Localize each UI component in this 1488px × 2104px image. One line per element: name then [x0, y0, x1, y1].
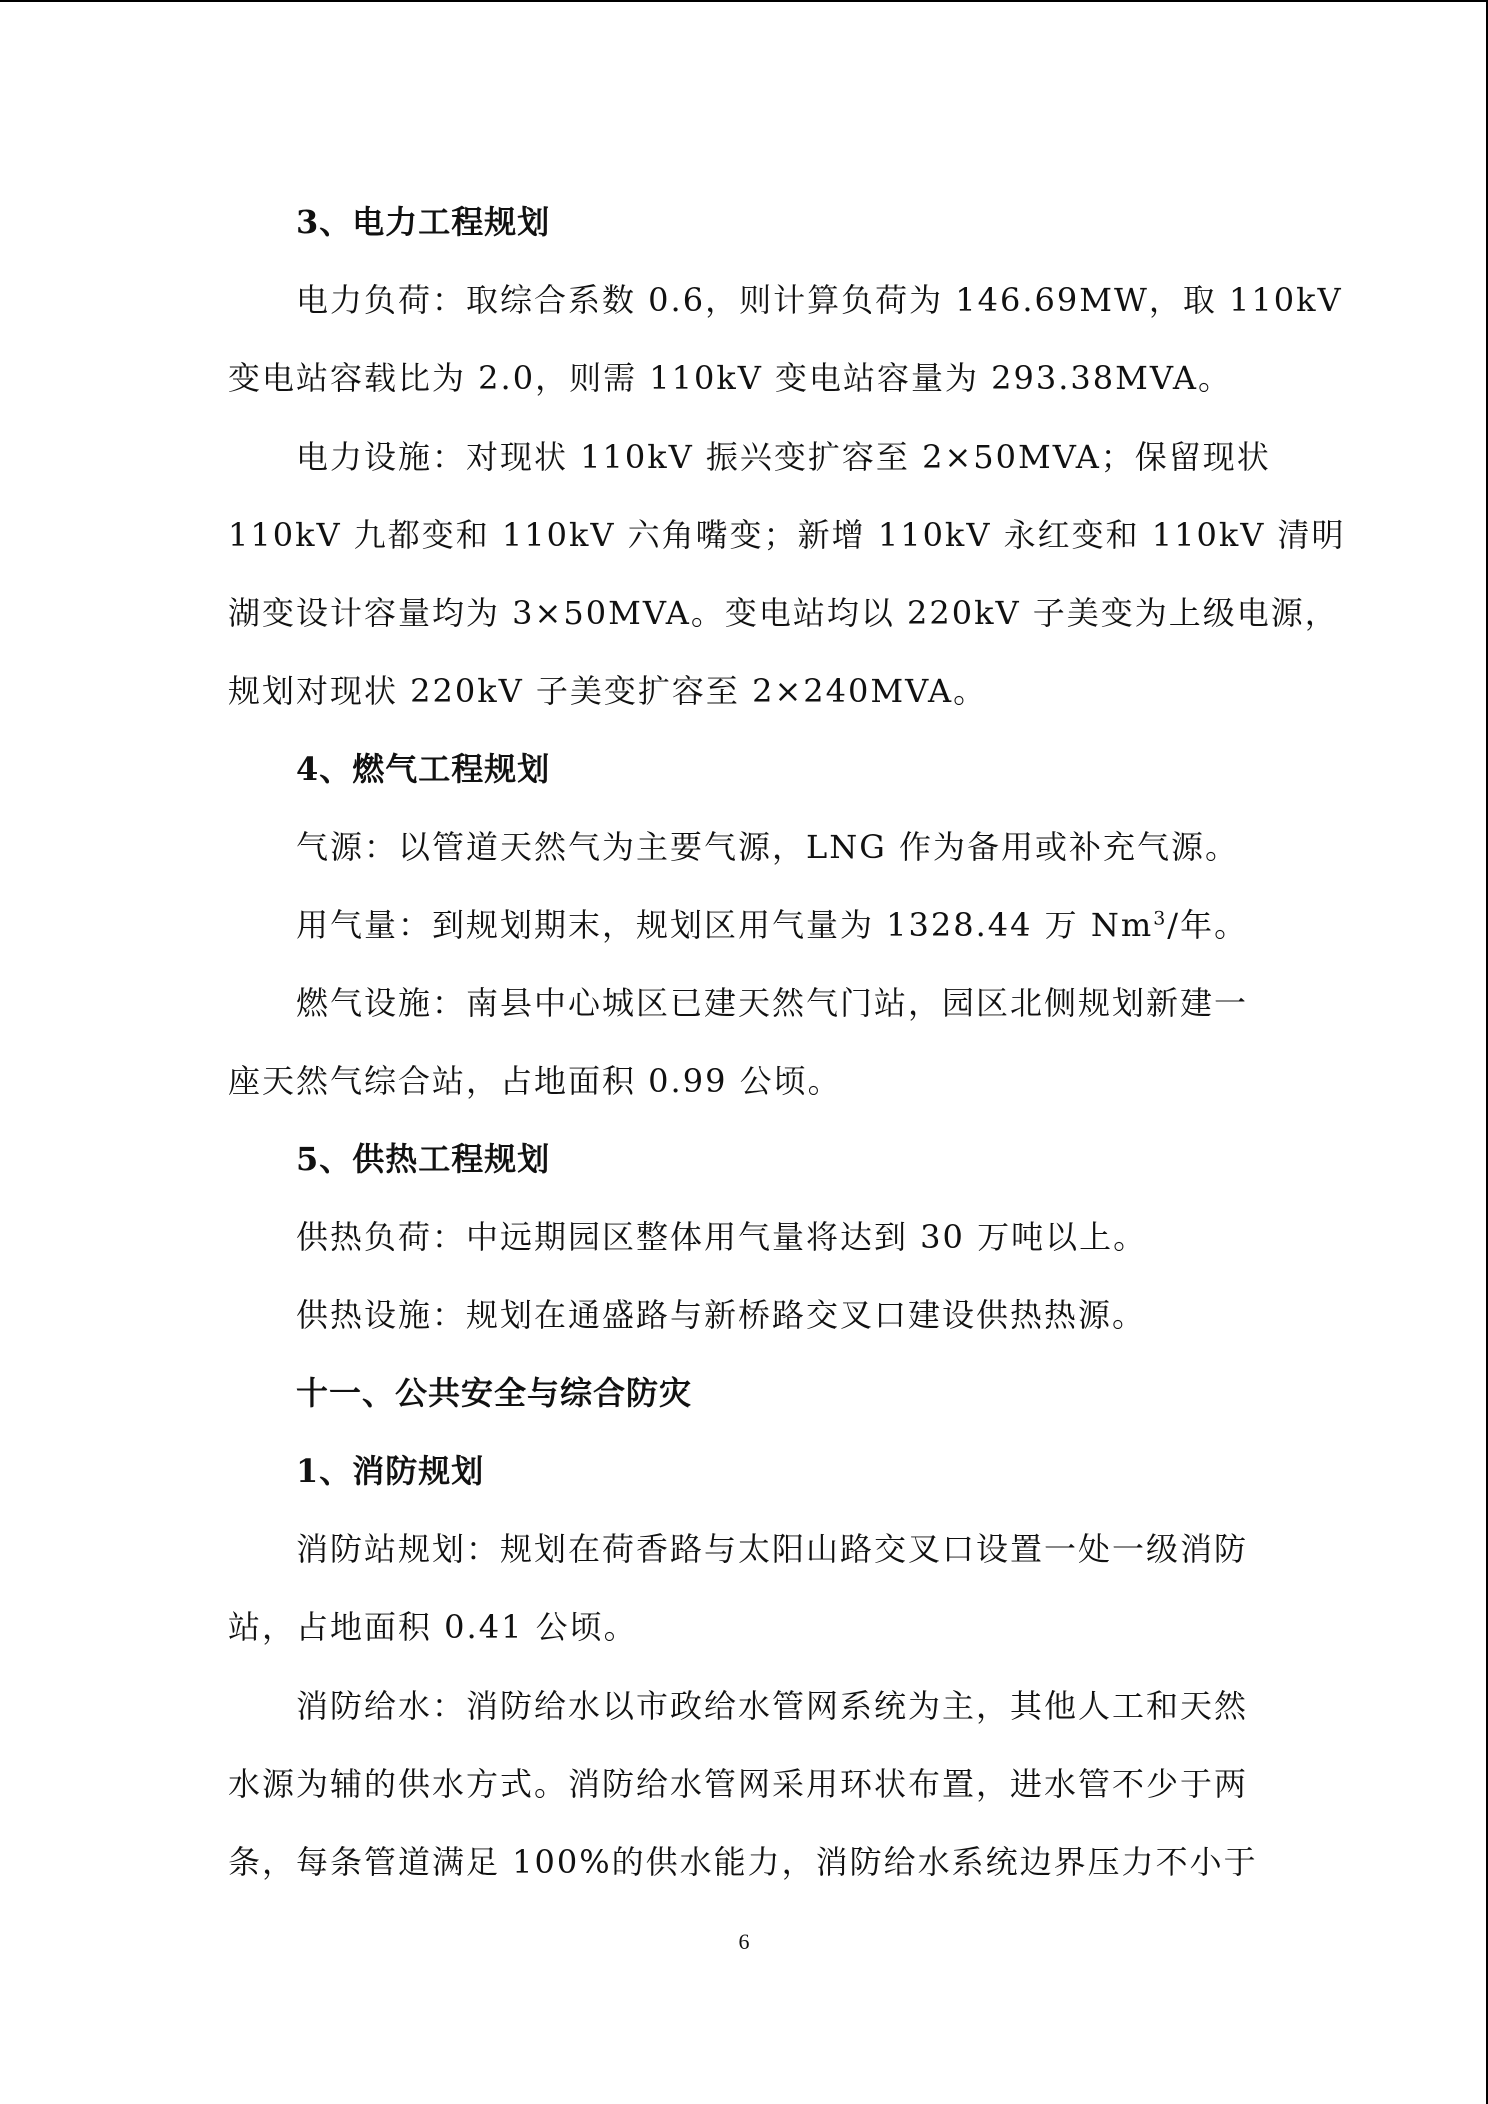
paragraph-line: 气源：以管道天然气为主要气源，LNG 作为备用或补充气源。 — [296, 828, 1239, 866]
paragraph-line: 消防给水：消防给水以市政给水管网系统为主，其他人工和天然 — [296, 1687, 1249, 1725]
paragraph-line: 供热设施：规划在通盛路与新桥路交叉口建设供热热源。 — [296, 1296, 1147, 1334]
paragraph-line: 条，每条管道满足 100%的供水能力，消防给水系统边界压力不小于 — [228, 1843, 1258, 1881]
paragraph-line-gas-volume — [296, 905, 1248, 945]
section-heading-gas: 4、燃气工程规划 — [296, 750, 551, 788]
paragraph-line: 110kV 九都变和 110kV 六角嘴变；新增 110kV 永红变和 110kV 清明 — [228, 516, 1346, 554]
chapter-heading-safety: 十一、公共安全与综合防灾 — [296, 1374, 693, 1412]
paragraph-line: 湖变设计容量均为 3×50MVA。变电站均以 220kV 子美变为上级电源， — [228, 594, 1339, 632]
paragraph-line: 规划对现状 220kV 子美变扩容至 2×240MVA。 — [228, 672, 988, 710]
paragraph-line: 供热负荷：中远期园区整体用气量将达到 30 万吨以上。 — [296, 1218, 1148, 1256]
paragraph-line: 座天然气综合站，占地面积 0.99 公顷。 — [228, 1062, 842, 1100]
paragraph-line: 站，占地面积 0.41 公顷。 — [228, 1608, 638, 1646]
section-heading-heating: 5、供热工程规划 — [296, 1140, 551, 1178]
paragraph-line: 消防站规划：规划在荷香路与太阳山路交叉口设置一处一级消防 — [296, 1530, 1249, 1568]
superscript: 3 — [1153, 907, 1168, 930]
page-number: 6 — [738, 1929, 750, 1954]
paragraph-line: 燃气设施：南县中心城区已建天然气门站，园区北侧规划新建一 — [296, 984, 1249, 1022]
paragraph-line: 电力设施：对现状 110kV 振兴变扩容至 2×50MVA；保留现状 — [296, 438, 1271, 476]
section-heading-fire: 1、消防规划 — [296, 1452, 485, 1490]
gas-volume-tail: /年。 — [1167, 906, 1249, 944]
gas-volume-text: 用气量：到规划期末，规划区用气量为 1328.44 万 Nm — [296, 906, 1154, 944]
section-heading-power: 3、电力工程规划 — [296, 203, 551, 241]
paragraph-line: 变电站容载比为 2.0，则需 110kV 变电站容量为 293.38MVA。 — [228, 359, 1232, 397]
paragraph-line: 电力负荷：取综合系数 0.6，则计算负荷为 146.69MW，取 110kV — [296, 281, 1343, 319]
paragraph-line: 水源为辅的供水方式。消防给水管网采用环状布置，进水管不少于两 — [228, 1765, 1249, 1803]
